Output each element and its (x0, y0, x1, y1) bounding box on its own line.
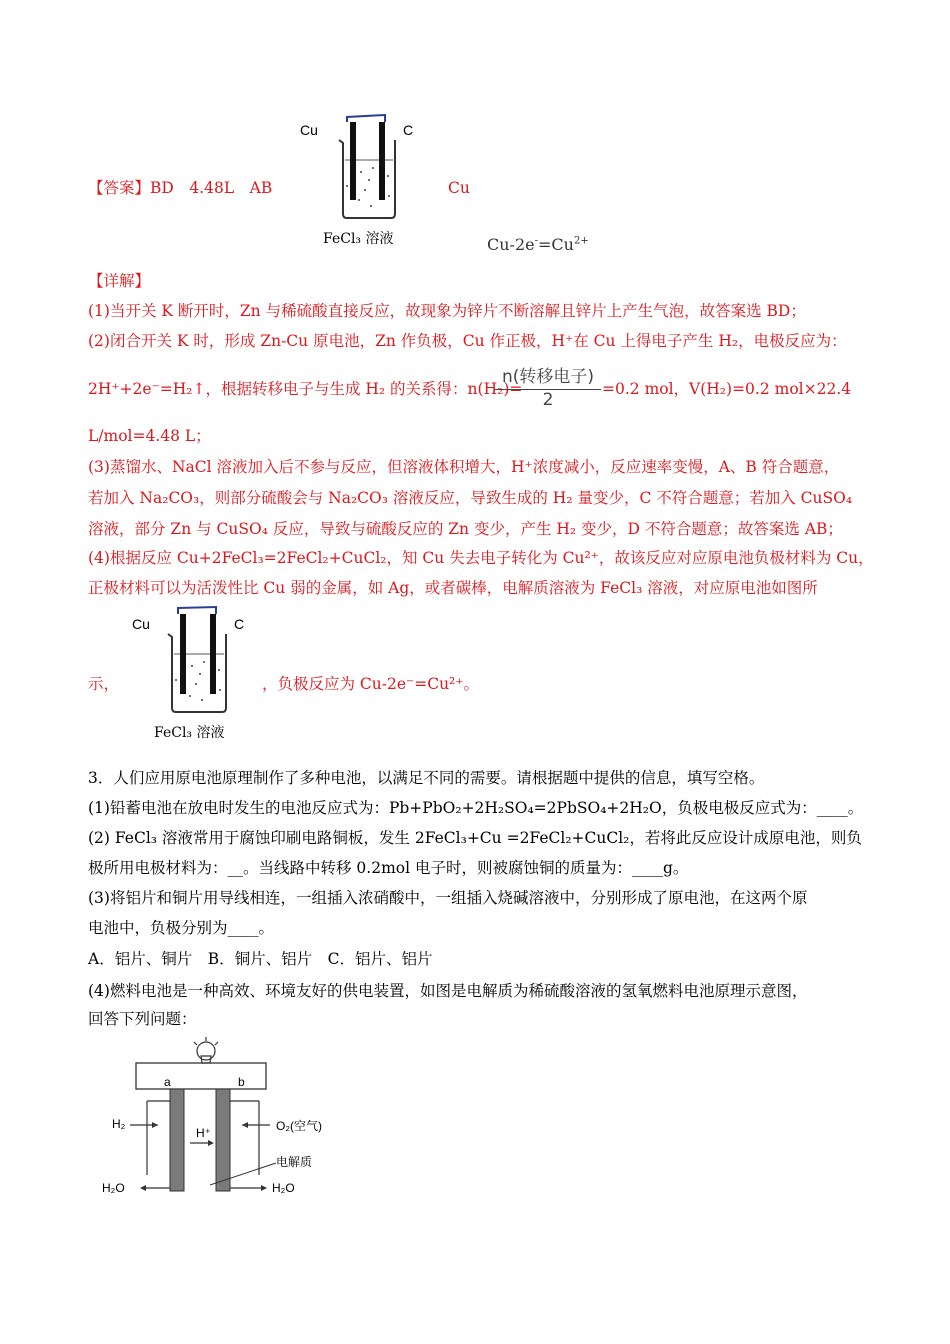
q3-intro: 3．人们应用原电池原理制作了多种电池，以满足不同的需要。请根据题中提供的信息，填写空格。 (88, 769, 765, 787)
fraction-denominator: 2 (542, 390, 554, 410)
detail-p7: 溶液，部分 Zn 与 CuSO₄ 反应，导致与硫酸反应的 Zn 变少，产生 H₂ 变少，D 不符合题意；故答案选 AB； (88, 520, 843, 538)
o2-input-label: O₂(空气) (276, 1119, 322, 1133)
beaker-diagram-2 (128, 602, 258, 716)
h2o-left-label: H₂O (102, 1181, 125, 1195)
h2o-right-label: H₂O (272, 1181, 295, 1195)
detail-p10b: ，负极反应为 Cu-2e⁻=Cu²⁺。 (262, 675, 479, 693)
q3-options: A．铝片、铜片 B．铜片、铝片 C．铝片、铝片 (88, 950, 433, 968)
electrode-a-label: a (164, 1075, 171, 1089)
detail-p3a: 2H⁺+2e⁻=H₂↑，根据转移电子与生成 H₂ 的关系得：n(H₂)= (88, 380, 523, 398)
detail-p5: (3)蒸馏水、NaCl 溶液加入后不参与反应，但溶液体积增大，H⁺浓度减小，反应速率变慢，A、B 符合题意， (88, 458, 840, 476)
detail-p8: (4)根据反应 Cu+2FeCl₃=2FeCl₂+CuCl₂，知 Cu 失去电子转化为 Cu²⁺，故该反应对应原电池负极材料为 Cu， (88, 549, 874, 567)
detail-p1: (1)当开关 K 断开时，Zn 与稀硫酸直接反应，故现象为锌片不断溶解且锌片上产生气泡，故答案选 BD； (88, 302, 806, 320)
fig1-right-label: C (403, 122, 414, 138)
detail-p2: (2)闭合开关 K 时，形成 Zn-Cu 原电池，Zn 作负极，Cu 作正极，H⁺在 Cu 上得电子产生 H₂，电极反应为： (88, 332, 847, 350)
answer-side-equation: $Cu-2e^-=Cu^{2+}$ (487, 235, 589, 254)
answer-side-cu: Cu (448, 179, 470, 197)
fig2-left-label: Cu (132, 616, 150, 632)
h2-input-label: H₂ (112, 1117, 126, 1131)
fraction (495, 362, 601, 410)
detail-p9: 正极材料可以为活泼性比 Cu 弱的金属，如 Ag，或者碳棒，电解质溶液为 FeCl₃ 溶液，对应原电池如图所 (88, 579, 818, 597)
q3-s4b: 回答下列问题： (88, 1010, 197, 1028)
q3-s1: (1)铅蓄电池在放电时发生的电池反应式为：Pb+PbO₂+2H₂SO₄=2PbSO₄+2H₂O，负极电极反应式为：____。 (88, 799, 864, 817)
fig1-bottom-label: FeCl₃ 溶液 (323, 231, 394, 247)
hplus-label: H⁺ (196, 1126, 211, 1140)
detail-header: 【详解】 (88, 272, 151, 290)
detail-p6: 若加入 Na₂CO₃，则部分硫酸会与 Na₂CO₃ 溶液反应，导致生成的 H₂ 量变少，C 不符合题意；若加入 CuSO₄ (88, 489, 853, 507)
galvanic-cell-figure-2 (128, 602, 258, 742)
fuel-cell-diagram (100, 1035, 350, 1210)
detail-p10a: 示， (88, 675, 120, 693)
q3-s2b: 极所用电极材料为：__。当线路中转移 0.2mol 电子时，则被腐蚀铜的质量为：____g。 (88, 859, 689, 877)
fig2-bottom-label: FeCl₃ 溶液 (154, 725, 225, 741)
q3-s3b: 电池中，负极分别为____。 (88, 919, 275, 937)
electrolyte-label: 电解质 (276, 1155, 313, 1169)
q3-s4a: (4)燃料电池是一种高效、环境友好的供电装置，如图是电解质为稀硫酸溶液的氢氧燃料电池原理示意图， (88, 982, 808, 1000)
fig2-right-label: C (234, 616, 245, 632)
galvanic-cell-figure-1 (295, 110, 425, 250)
fig1-left-label: Cu (300, 122, 318, 138)
detail-p4: L/mol=4.48 L； (88, 427, 211, 445)
detail-p3b: =0.2 mol，V(H₂)=0.2 mol×22.4 (602, 380, 852, 398)
beaker-diagram-1 (295, 110, 425, 222)
fraction-numerator: n(转移电子) (495, 362, 601, 390)
q3-s2a: (2) FeCl₃ 溶液常用于腐蚀印刷电路铜板，发生 2FeCl₃+Cu =2FeCl₂+CuCl₂，若将此反应设计成原电池，则负 (88, 829, 862, 847)
electrode-b-label: b (238, 1075, 245, 1089)
q3-s3a: (3)将铝片和铜片用导线相连，一组插入浓硝酸中，一组插入烧碱溶液中，分别形成了原电池，在这两个原 (88, 889, 808, 907)
answer-label: 【答案】BD 4.48L AB (88, 179, 273, 197)
